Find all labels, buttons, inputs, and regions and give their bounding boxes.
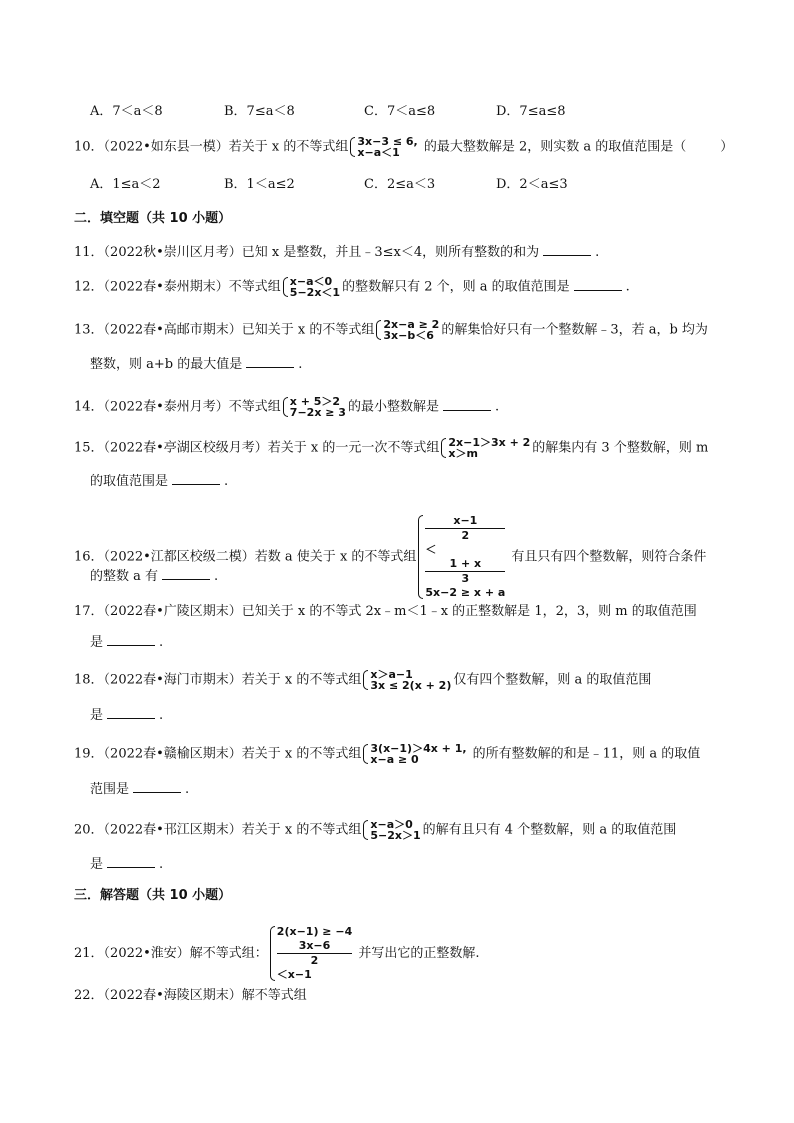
question-10: 10．（2022•如东县一模）若关于 x 的不等式组 3x−3 ≤ 6, x−a＜1 的最大整数解是 2，则实数 a 的取值范围是（ ） <box>74 135 734 159</box>
inequality-system: 2x−a ≥ 2 3x−b＜6 <box>376 319 439 341</box>
q10-option-c: C．2≤a＜3 <box>364 177 436 192</box>
q9-option-c: C．7＜a≤8 <box>364 104 436 119</box>
inequality-system: x＞a−1 3x ≤ 2(x + 2) <box>363 669 451 691</box>
question-11: 11．（2022秋•崇川区月考）已知 x 是整数，并且﹣3≤x＜4，则所有整数的和为 . <box>74 245 600 260</box>
question-16: 16．（2022•江都区校级二模）若数 a 使关于 x 的不等式组 x−1 2 ＜ 1 + x 3 5x−2 ≥ x + a 有且只有四个整数解，则符合条件 <box>74 514 707 599</box>
question-17-line-2: 是 . <box>90 635 164 650</box>
answer-blank <box>107 708 155 719</box>
question-20-line-2: 是 . <box>90 857 164 872</box>
inequality-system: x−a＞0 5−2x＞1 <box>363 819 420 841</box>
inequality-system: 2x−1＞3x + 2 x＞m <box>441 437 530 459</box>
q9-option-d: D．7≤a≤8 <box>496 104 566 119</box>
question-20: 20．（2022春•邗江区期末）若关于 x 的不等式组 x−a＞0 5−2x＞1 的解有且只有 4 个整数解，则 a 的取值范围 <box>74 818 677 842</box>
q10-option-a: A．1≤a＜2 <box>90 177 161 192</box>
q9-option-b: B．7≤a＜8 <box>224 104 295 119</box>
q9-option-a: A．7＜a＜8 <box>90 104 163 119</box>
answer-blank <box>443 400 491 411</box>
q10-option-b: B．1＜a≤2 <box>224 177 295 192</box>
question-19-line-2: 范围是 . <box>90 782 190 797</box>
question-18-line-2: 是 . <box>90 708 164 723</box>
question-16-line-2: 的整数 a 有 . <box>90 569 219 584</box>
question-18: 18．（2022春•海门市期末）若关于 x 的不等式组 x＞a−1 3x ≤ 2(x + 2) 仅有四个整数解，则 a 的取值范围 <box>74 668 652 692</box>
question-15: 15．（2022春•亭湖区校级月考）若关于 x 的一元一次不等式组 2x−1＞3x + 2 x＞m 的解集内有 3 个整数解，则 m <box>74 436 709 460</box>
inequality-system: x−a＜0 5−2x＜1 <box>283 276 340 298</box>
inequality-system: 3x−3 ≤ 6, x−a＜1 <box>350 136 417 158</box>
q10-option-d: D．2＜a≤3 <box>496 177 568 192</box>
question-17: 17．（2022春•广陵区期末）已知关于 x 的不等式 2x﹣m＜1﹣x 的正整数解是 1，2，3，则 m 的取值范围 <box>74 604 697 619</box>
answer-blank <box>574 280 622 291</box>
section-heading-fill-blank: 二．填空题（共 10 小题） <box>74 211 232 226</box>
question-21: 21．（2022•淮安）解不等式组： 2(x−1) ≥ −4 3x−6 2 ＜x−1 并写出它的正整数解. <box>74 925 480 981</box>
question-15-line-2: 的取值范围是 . <box>90 474 229 489</box>
question-13-line-2: 整数，则 a+b 的最大值是 . <box>90 357 303 372</box>
answer-blank <box>543 245 591 256</box>
inequality-system: x + 5＞2 7−2x ≥ 3 <box>283 396 346 418</box>
answer-blank <box>246 357 294 368</box>
question-13: 13．（2022春•高邮市期末）已知关于 x 的不等式组 2x−a ≥ 2 3x−b＜6 的解集恰好只有一个整数解﹣3，若 a，b 均为 <box>74 318 708 342</box>
answer-blank <box>107 635 155 646</box>
inequality-system: 3(x−1)＞4x + 1, x−a ≥ 0 <box>363 743 466 765</box>
inequality-system: 2(x−1) ≥ −4 3x−6 2 ＜x−1 <box>270 925 352 982</box>
answer-blank <box>107 857 155 868</box>
question-22: 22．（2022春•海陵区期末）解不等式组 <box>74 988 307 1003</box>
answer-blank <box>133 782 181 793</box>
inequality-system: x−1 2 ＜ 1 + x 3 5x−2 ≥ x + a <box>418 514 505 600</box>
question-14: 14．（2022春•泰州月考）不等式组 x + 5＞2 7−2x ≥ 3 的最小整数解是 . <box>74 395 500 419</box>
question-12: 12．（2022春•泰州期末）不等式组 x−a＜0 5−2x＜1 的整数解只有 2 个，则 a 的取值范围是 . <box>74 275 630 299</box>
answer-blank <box>172 474 220 485</box>
answer-blank <box>162 569 210 580</box>
question-19: 19．（2022春•赣榆区期末）若关于 x 的不等式组 3(x−1)＞4x + 1, x−a ≥ 0 的所有整数解的和是﹣11，则 a 的取值 <box>74 742 701 766</box>
section-heading-solve: 三．解答题（共 10 小题） <box>74 888 232 903</box>
